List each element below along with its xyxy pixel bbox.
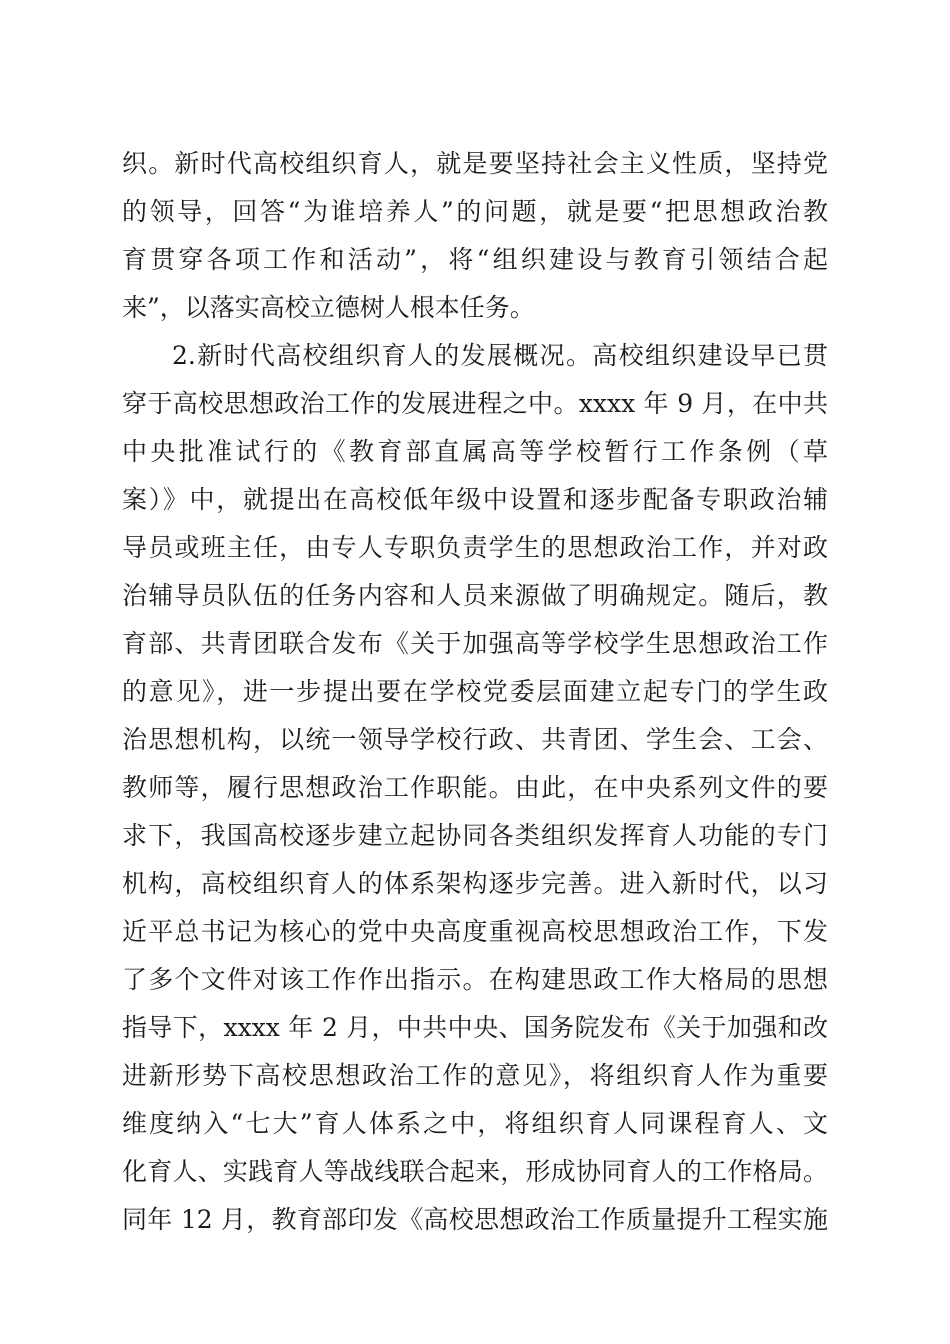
text-line: 来”，以落实高校立德树人根本任务。 <box>122 293 535 322</box>
text-line: 化育人、实践育人等战线联合起来，形成协同育人的工作格局。 <box>122 1157 828 1186</box>
text-line: 维度纳入“七大”育人体系之中，将组织育人同课程育人、文 <box>122 1109 828 1138</box>
text-line: 治思想机构，以统一领导学校行政、共青团、学生会、工会、 <box>122 725 828 754</box>
body-text <box>122 140 828 1244</box>
text-line: 穿于高校思想政治工作的发展进程之中。xxxx 年 9 月，在中共 <box>122 389 828 418</box>
text-line: 中央批准试行的《教育部直属高等学校暂行工作条例（草 <box>122 437 828 466</box>
text-line: 同年 12 月，教育部印发《高校思想政治工作质量提升工程实施 <box>122 1205 828 1234</box>
paragraph-development-overview <box>122 332 828 1244</box>
text-line: 育部、共青团联合发布《关于加强高等学校学生思想政治工作 <box>122 629 828 658</box>
text-line: 机构，高校组织育人的体系架构逐步完善。进入新时代，以习 <box>122 869 828 898</box>
text-line: 导员或班主任，由专人专职负责学生的思想政治工作，并对政 <box>122 533 828 562</box>
text-line: 织。新时代高校组织育人，就是要坚持社会主义性质，坚持党 <box>122 149 828 178</box>
text-line: 治辅导员队伍的任务内容和人员来源做了明确规定。随后，教 <box>122 581 828 610</box>
text-line: 案）》中，就提出在高校低年级中设置和逐步配备专职政治辅 <box>122 485 828 514</box>
text-line: 2.新时代高校组织育人的发展概况。高校组织建设早已贯 <box>172 341 828 370</box>
text-line: 近平总书记为核心的党中央高度重视高校思想政治工作，下发 <box>122 917 828 946</box>
text-line: 求下，我国高校逐步建立起协同各类组织发挥育人功能的专门 <box>122 821 828 850</box>
text-line: 育贯穿各项工作和活动”，将“组织建设与教育引领结合起 <box>122 245 828 274</box>
text-line: 指导下，xxxx 年 2 月，中共中央、国务院发布《关于加强和改 <box>122 1013 828 1042</box>
paragraph-continuation <box>122 140 828 332</box>
text-line: 的领导，回答“为谁培养人”的问题，就是要“把思想政治教 <box>122 197 828 226</box>
text-line: 的意见》，进一步提出要在学校党委层面建立起专门的学生政 <box>122 677 828 706</box>
text-line: 进新形势下高校思想政治工作的意见》，将组织育人作为重要 <box>122 1061 828 1090</box>
text-line: 教师等，履行思想政治工作职能。由此，在中央系列文件的要 <box>122 773 828 802</box>
text-line: 了多个文件对该工作作出指示。在构建思政工作大格局的思想 <box>122 965 828 994</box>
